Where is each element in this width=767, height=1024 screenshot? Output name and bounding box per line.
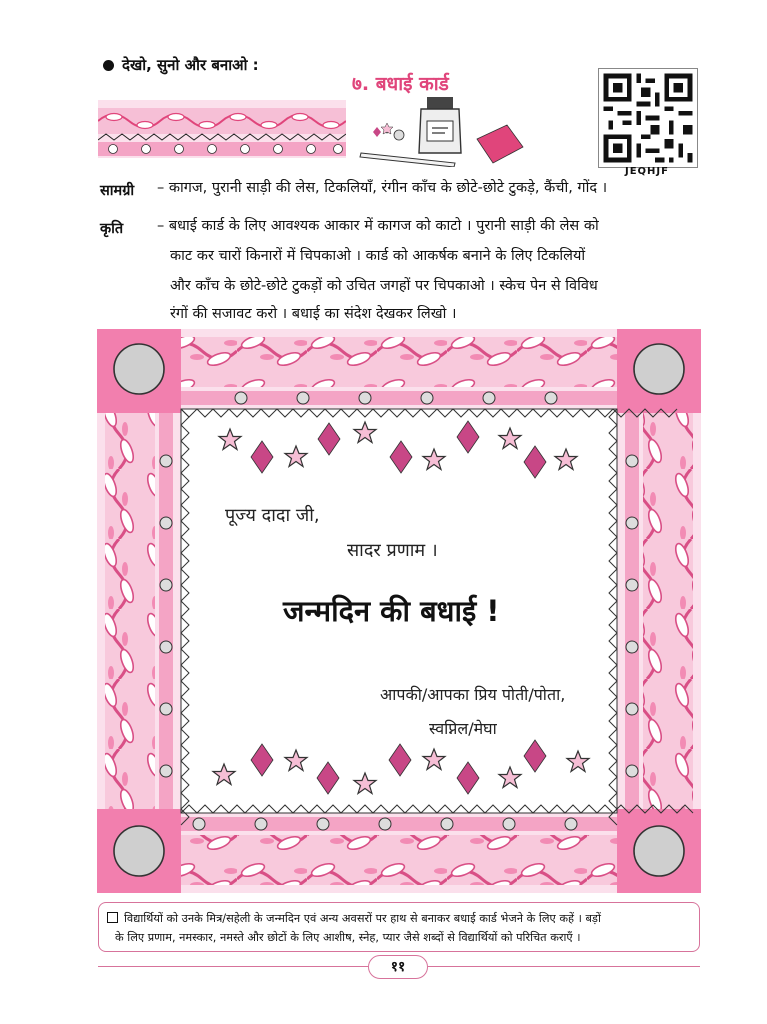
page-divider-right xyxy=(428,966,700,967)
star-icon xyxy=(499,767,521,788)
diamond-icon xyxy=(318,423,340,455)
steps-line-3: और काँच के छोटे-छोटे टुकड़ों को उचित जगहों पर चिपकाओ । स्केच पेन से विविध xyxy=(170,278,598,294)
star-icon xyxy=(285,750,307,771)
qr-code-label: JEQHJF xyxy=(625,166,669,177)
bullet-icon xyxy=(103,60,114,71)
steps-label: कृति xyxy=(100,221,124,237)
diamond-icon xyxy=(390,441,412,473)
card-sign-off: आपकी/आपका प्रिय पोती/पोता, xyxy=(380,685,566,704)
lace-strip-illustration xyxy=(98,100,346,158)
diamond-icon xyxy=(251,441,273,473)
card-greeting: पूज्य दादा जी, xyxy=(225,505,320,526)
star-icon xyxy=(354,773,376,794)
card-message: जन्मदिन की बधाई ! xyxy=(283,594,500,628)
page-number: ११ xyxy=(368,955,428,979)
star-icon xyxy=(423,749,445,770)
materials-label: सामग्री xyxy=(100,183,135,199)
activity-heading-text: देखो, सुनो और बनाओ : xyxy=(122,56,259,74)
diamond-icon xyxy=(524,446,546,478)
star-icon xyxy=(555,449,577,470)
star-icon xyxy=(499,428,521,449)
card-signature: स्वप्निल/मेघा xyxy=(429,719,497,738)
diamond-icon xyxy=(389,744,411,776)
materials-text: – कागज, पुरानी साड़ी की लेस, टिकलियाँ, रंगीन काँच के छोटे-छोटे टुकड़े, कैंची, गोंद । xyxy=(157,180,608,196)
lesson-title: ७. बधाई कार्ड xyxy=(352,73,449,95)
star-icon xyxy=(213,764,235,785)
teacher-note-line-1: विद्यार्थियों को उनके मित्र/सहेली के जन्मदिन एवं अन्य अवसरों पर हाथ से बनाकर बधाई कार्ड भेजने के लिए कहें । बड़ों xyxy=(107,909,691,928)
activity-heading xyxy=(103,55,259,75)
diamond-icon xyxy=(251,744,273,776)
craft-materials-illustration xyxy=(357,95,527,167)
greeting-card xyxy=(97,329,701,893)
diamond-icon xyxy=(457,421,479,453)
diamond-icon xyxy=(457,762,479,794)
star-icon xyxy=(423,449,445,470)
teacher-note-line-2: के लिए प्रणाम, नमस्कार, नमस्ते और छोटों के लिए आशीष, स्नेह, प्यार जैसे शब्दों से विद्यार्थियों को परिचित कराएँ । xyxy=(115,931,581,944)
steps-line-4: रंगों की सजावट करो । बधाई का संदेश देखकर लिखो । xyxy=(170,306,457,322)
teacher-note xyxy=(98,902,700,952)
star-icon xyxy=(219,429,241,450)
page-divider-left xyxy=(98,966,368,967)
diamond-icon xyxy=(524,740,546,772)
star-icon xyxy=(285,446,307,467)
star-icon xyxy=(567,751,589,772)
star-icon xyxy=(354,422,376,443)
steps-line-1: – बधाई कार्ड के लिए आवश्यक आकार में कागज को काटो । पुरानी साड़ी की लेस को xyxy=(157,218,599,234)
qr-code[interactable] xyxy=(598,68,698,168)
checkbox-icon xyxy=(107,912,118,923)
diamond-icon xyxy=(317,762,339,794)
steps-line-2: काट कर चारों किनारों में चिपकाओ । कार्ड को आकर्षक बनाने के लिए टिकलियों xyxy=(170,248,586,264)
card-salutation: सादर प्रणाम । xyxy=(347,540,438,561)
